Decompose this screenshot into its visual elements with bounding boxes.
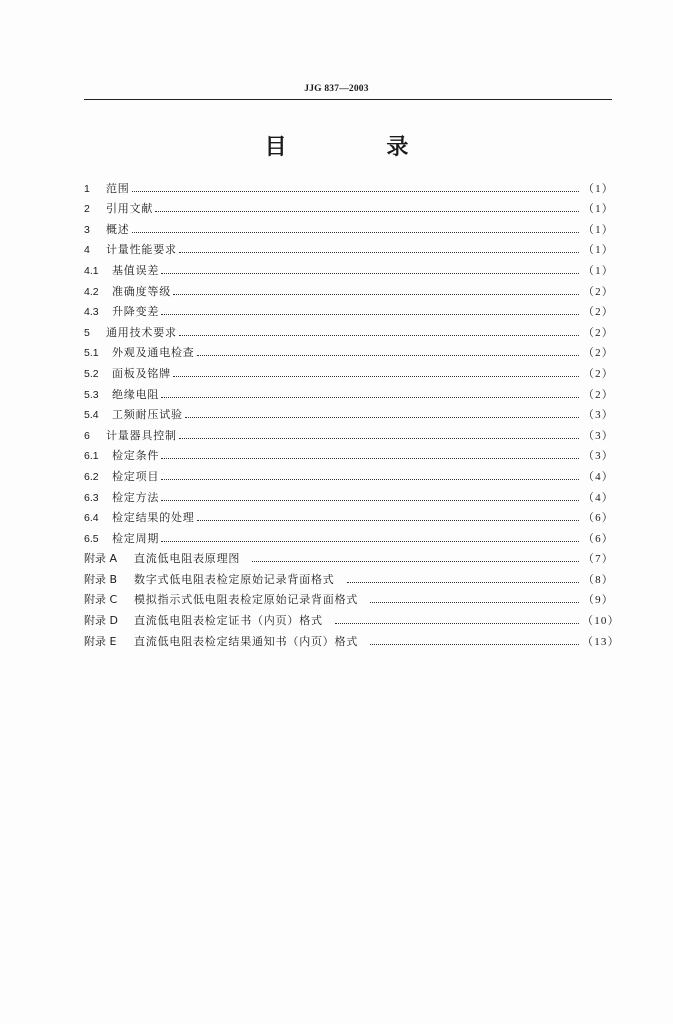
toc-entry-number: 附录 E [84, 634, 117, 648]
toc-entry-page: （4） [582, 470, 614, 483]
toc-entry-label: 数字式低电阻表检定原始记录背面格式 [134, 572, 335, 586]
toc-entry[interactable] [84, 216, 614, 237]
toc-entry-label: 准确度等级 [112, 284, 171, 298]
toc-entry-page: （1） [582, 182, 614, 195]
toc-entry-label: 检定条件 [112, 449, 160, 463]
toc-entry-number: 6.4 [84, 512, 99, 525]
toc-entry-page: （3） [582, 450, 614, 463]
toc-entry-page: （1） [582, 203, 614, 216]
toc-leader-dots [161, 314, 579, 315]
toc-entry[interactable] [84, 505, 614, 526]
toc-leader-dots [370, 602, 579, 603]
toc-entry[interactable] [84, 402, 614, 423]
toc-entry[interactable] [84, 566, 614, 587]
toc-entry-page: （6） [582, 512, 614, 525]
toc-entry-label: 引用文献 [106, 202, 154, 216]
toc-entry-number: 附录 D [84, 614, 118, 628]
toc-leader-dots [347, 582, 579, 583]
toc-leader-dots [161, 479, 579, 480]
toc-leader-dots [197, 520, 579, 521]
toc-entry[interactable] [84, 628, 620, 649]
toc-entry-label: 通用技术要求 [106, 325, 177, 339]
toc-entry-page: （7） [582, 553, 614, 566]
toc-leader-dots [132, 232, 579, 233]
toc-entry-number: 6 [84, 429, 90, 442]
toc-entry-page: （4） [582, 491, 614, 504]
toc-entry[interactable] [84, 257, 614, 278]
toc-entry[interactable] [84, 484, 614, 505]
toc-leader-dots [185, 417, 579, 418]
toc-entry[interactable] [84, 381, 614, 402]
toc-leader-dots [179, 438, 579, 439]
toc-entry-label: 工频耐压试验 [112, 408, 183, 422]
toc-entry[interactable] [84, 360, 614, 381]
toc-entry-label: 直流低电阻表检定结果通知书（内页）格式 [134, 634, 359, 648]
toc-entry-number: 5.3 [84, 388, 99, 401]
table-of-contents [84, 175, 620, 649]
toc-leader-dots [252, 561, 579, 562]
toc-entry[interactable] [84, 463, 614, 484]
toc-leader-dots [173, 294, 579, 295]
toc-entry-label: 直流低电阻表原理图 [134, 552, 241, 566]
toc-entry-page: （2） [582, 388, 614, 401]
toc-entry-label: 基值误差 [112, 263, 160, 277]
toc-leader-dots [161, 500, 579, 501]
toc-leader-dots [132, 191, 579, 192]
toc-entry-label: 升降变差 [112, 305, 160, 319]
toc-entry-number: 5.4 [84, 409, 99, 422]
toc-entry-number: 附录 A [84, 552, 118, 566]
toc-entry-number: 6.5 [84, 532, 99, 545]
toc-entry-label: 模拟指示式低电阻表检定原始记录背面格式 [134, 593, 359, 607]
toc-entry-label: 计量性能要求 [106, 243, 177, 257]
toc-entry[interactable] [84, 319, 614, 340]
toc-entry[interactable] [84, 587, 614, 608]
toc-entry[interactable] [84, 340, 614, 361]
toc-entry[interactable] [84, 299, 614, 320]
toc-entry-page: （1） [582, 264, 614, 277]
toc-entry-label: 外观及通电检查 [112, 346, 195, 360]
toc-entry[interactable] [84, 175, 614, 196]
toc-entry[interactable] [84, 278, 614, 299]
toc-entry[interactable] [84, 525, 614, 546]
toc-leader-dots [161, 273, 579, 274]
toc-entry-number: 6.3 [84, 491, 99, 504]
toc-leader-dots [197, 355, 579, 356]
toc-entry-label: 绝缘电阻 [112, 387, 160, 401]
toc-entry-page: （6） [582, 532, 614, 545]
toc-entry-number: 6.1 [84, 450, 99, 463]
toc-leader-dots [370, 644, 579, 645]
toc-entry-page: （9） [582, 594, 614, 607]
toc-entry-number: 1 [84, 182, 90, 195]
toc-leader-dots [161, 541, 579, 542]
toc-leader-dots [335, 623, 579, 624]
toc-entry-page: （2） [582, 306, 614, 319]
toc-entry-number: 5.2 [84, 367, 99, 380]
toc-entry-label: 面板及铭牌 [112, 366, 171, 380]
toc-entry-label: 概述 [106, 222, 130, 236]
toc-entry-number: 2 [84, 203, 90, 216]
toc-entry-number: 附录 C [84, 593, 118, 607]
toc-entry[interactable] [84, 422, 614, 443]
toc-entry-label: 检定项目 [112, 469, 160, 483]
toc-entry-page: （2） [582, 347, 614, 360]
toc-entry-label: 检定周期 [112, 531, 160, 545]
toc-entry-number: 4.1 [84, 264, 99, 277]
toc-entry-label: 计量器具控制 [106, 428, 177, 442]
toc-entry-label: 直流低电阻表检定证书（内页）格式 [134, 614, 323, 628]
toc-entry-number: 4.3 [84, 306, 99, 319]
toc-entry-number: 5 [84, 326, 90, 339]
toc-leader-dots [155, 211, 579, 212]
toc-title: 目 录 [264, 135, 455, 160]
toc-entry-label: 检定结果的处理 [112, 511, 195, 525]
toc-entry-page: （1） [582, 223, 614, 236]
toc-entry-page: （2） [582, 326, 614, 339]
toc-entry[interactable] [84, 607, 620, 628]
toc-entry-page: （13） [582, 635, 620, 648]
toc-leader-dots [173, 376, 579, 377]
toc-leader-dots [179, 335, 579, 336]
toc-entry-number: 3 [84, 223, 90, 236]
toc-leader-dots [161, 458, 579, 459]
toc-entry-page: （2） [582, 285, 614, 298]
toc-entry-number: 4 [84, 244, 90, 257]
toc-entry[interactable] [84, 196, 614, 217]
toc-leader-dots [179, 252, 579, 253]
toc-entry-page: （10） [582, 615, 620, 628]
toc-entry-number: 4.2 [84, 285, 99, 298]
toc-entry-page: （3） [582, 409, 614, 422]
toc-entry-page: （8） [582, 573, 614, 586]
standard-code-header: JJG 837—2003 [304, 84, 369, 94]
toc-leader-dots [161, 397, 579, 398]
toc-entry-page: （1） [582, 244, 614, 257]
toc-entry-page: （3） [582, 429, 614, 442]
header-rule [84, 99, 612, 100]
toc-entry-number: 6.2 [84, 470, 99, 483]
toc-entry[interactable] [84, 237, 614, 258]
toc-entry[interactable] [84, 443, 614, 464]
toc-entry-label: 范围 [106, 181, 130, 195]
toc-entry-number: 附录 B [84, 572, 118, 586]
toc-entry-label: 检定方法 [112, 490, 160, 504]
toc-entry-page: （2） [582, 367, 614, 380]
toc-entry-number: 5.1 [84, 347, 99, 360]
toc-entry[interactable] [84, 546, 614, 567]
